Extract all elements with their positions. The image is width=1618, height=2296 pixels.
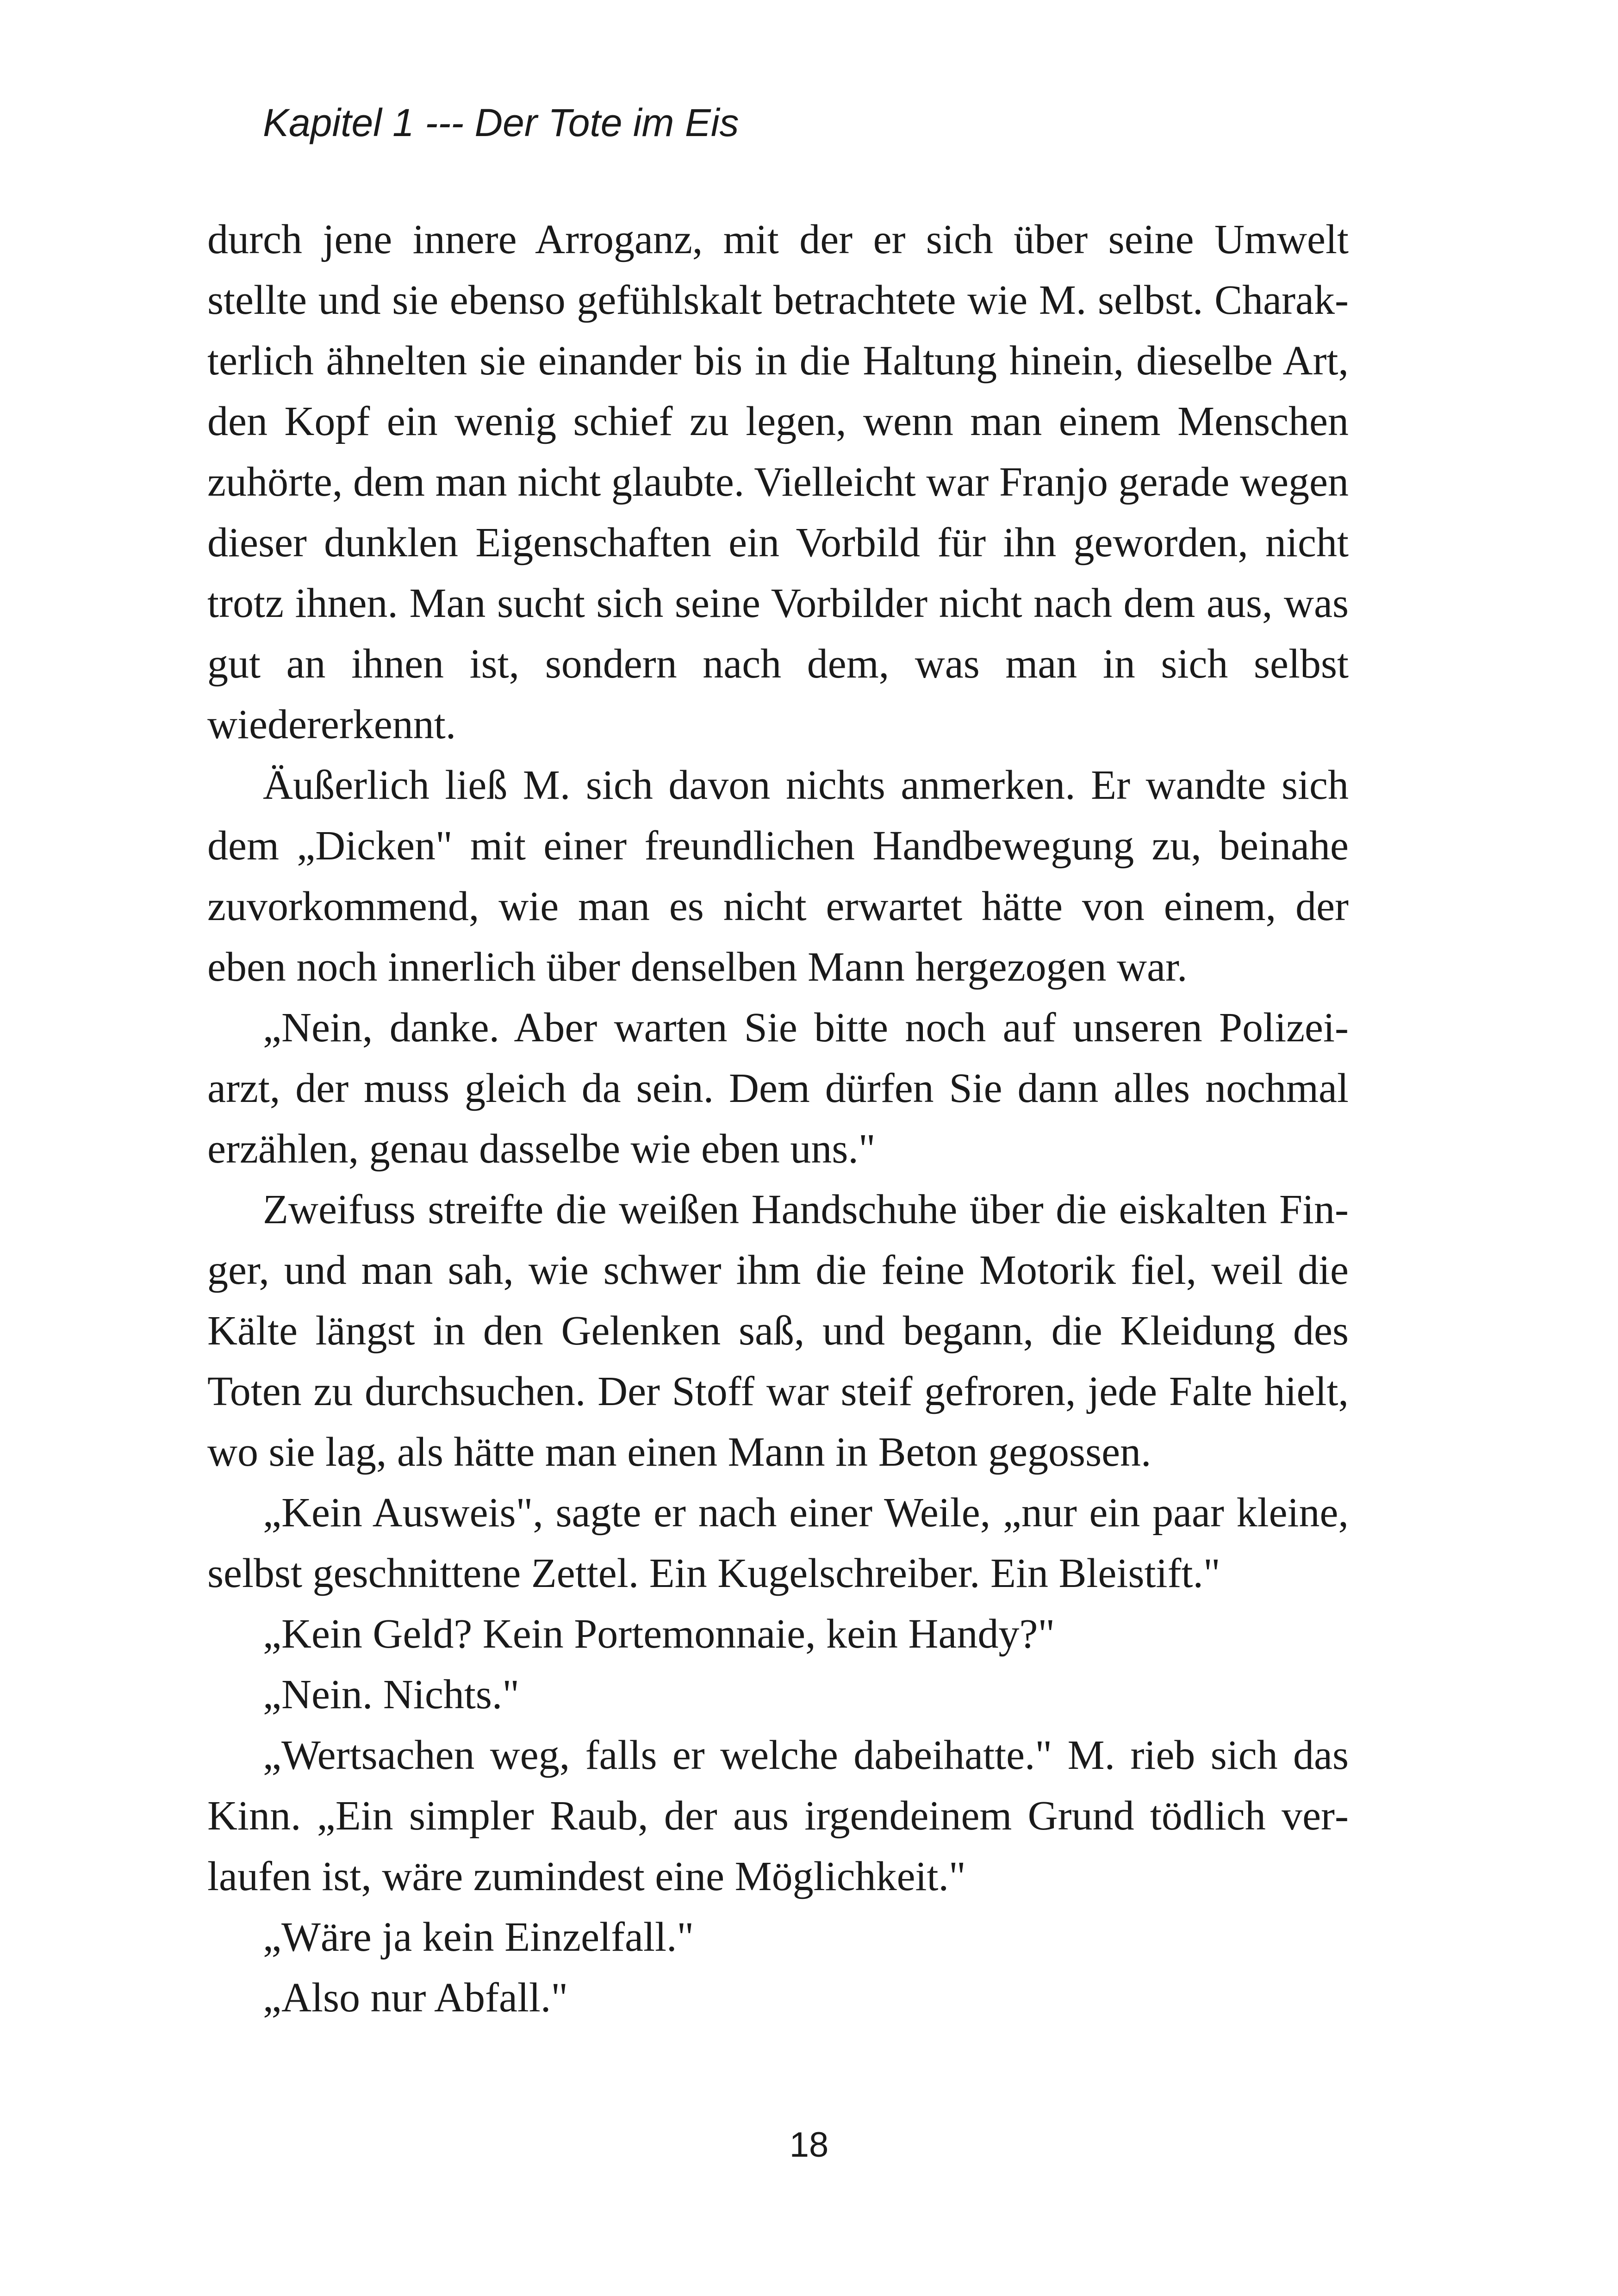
paragraph: „Also nur Abfall." xyxy=(263,1975,568,2021)
paragraph: „Nein, danke. Aber warten Sie bitte noch auf unseren Polizeiarzt, der muss gleich da sein. Dem dürfen Sie dann alles nochmal erzählen, genau dasselbe wie eben uns." xyxy=(207,1005,1349,1172)
paragraph: Zweifuss streifte die weißen Handschuhe über die eiskalten Finger, und man sah, wie schwer ihm die feine Motorik fiel, weil die Kälte längst in den Gelenken saß, und begann, die Kleidung des Toten zu durchsuchen. Der Stoff war steif gefroren, jede Falte hielt, wo sie lag, als hätte man einen Mann in Beton gegossen. xyxy=(207,1187,1349,1475)
body-text xyxy=(207,209,1349,2028)
paragraph: „Kein Geld? Kein Portemonnaie, kein Handy?" xyxy=(263,1611,1055,1657)
paragraph: durch jene innere Arroganz, mit der er sich über seine Umwelt stellte und sie ebenso gefühlskalt betrachtete wie M. selbst. Charakterlich ähnelten sie einander bis in die Haltung hinein, dieselbe Art, den Kopf ein wenig schief zu legen, wenn man einem Menschen zuhörte, dem man nicht glaubte. Vielleicht war Franjo gerade wegen dieser dunklen Eigenschaften ein Vorbild für ihn geworden, nicht trotz ihnen. Man sucht sich seine Vorbilder nicht nach dem aus, was gut an ihnen ist, sondern nach dem, was man in sich selbst wiedererkennt. xyxy=(207,217,1349,747)
paragraph: „Wertsachen weg, falls er welche dabeihatte." M. rieb sich das Kinn. „Ein simpler Raub, der aus irgendeinem Grund tödlich verlaufen ist, wäre zumindest eine Möglichkeit." xyxy=(207,1732,1349,1899)
paragraph: „Wäre ja kein Einzelfall." xyxy=(263,1914,694,1960)
paragraph: Äußerlich ließ M. sich davon nichts anmerken. Er wandte sich dem „Dicken" mit einer freundlichen Handbewegung zu, beinahe zuvorkommend, wie man es nicht erwartet hätte von einem, der eben noch innerlich über denselben Mann hergezogen war. xyxy=(207,762,1349,990)
page-number: 18 xyxy=(789,2125,829,2165)
running-header-chapter-title: Kapitel 1 --- Der Tote im Eis xyxy=(263,101,739,144)
paragraph: „Kein Ausweis", sagte er nach einer Weile, „nur ein paar kleine, selbst geschnittene Zettel. Ein Kugelschreiber. Ein Bleistift." xyxy=(207,1490,1349,1596)
paragraph: „Nein. Nichts." xyxy=(263,1672,520,1717)
